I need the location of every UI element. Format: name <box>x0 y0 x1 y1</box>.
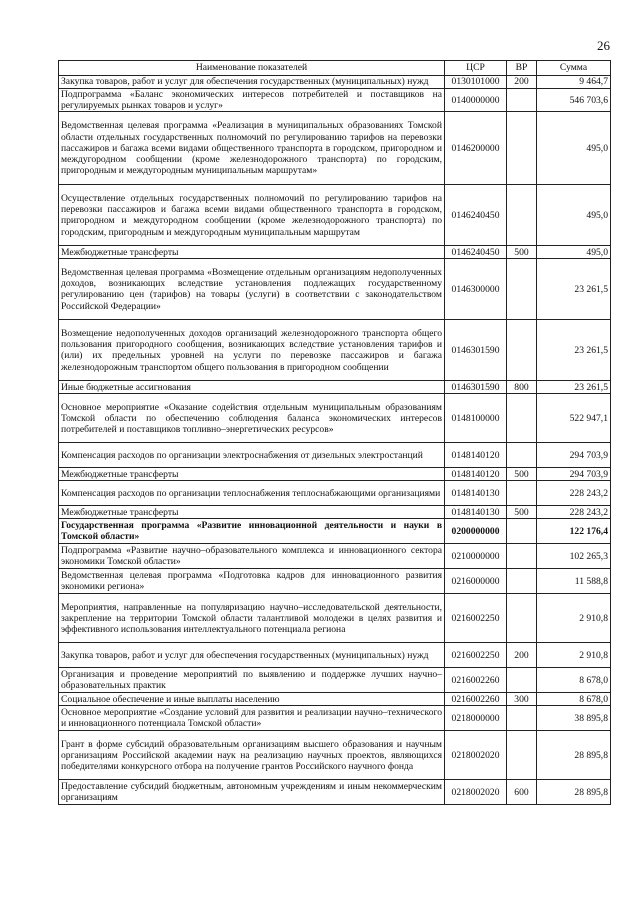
row-vr-cell: 800 <box>507 381 537 394</box>
table-row <box>59 259 611 320</box>
row-vr-cell <box>507 443 537 468</box>
table-row <box>59 185 611 246</box>
row-csr-cell: 0148140120 <box>445 443 507 468</box>
row-name-cell: Основное мероприятие «Создание условий для развития и реализации научно–технического и инновационного потенциала Томской области» <box>59 706 445 731</box>
row-name-cell: Мероприятия, направленные на популяризацию научно–исследовательской деятельности, закрепление на территории Томской области талантливой молодежи в целях развития и эффективного использования интеллектуального потенциала региона <box>59 594 445 643</box>
table-row <box>59 112 611 185</box>
row-vr-cell <box>507 731 537 780</box>
row-name-cell: Подпрограмма «Баланс экономических интересов потребителей и поставщиков на регулируемых рынках товаров и услуг» <box>59 89 445 112</box>
budget-table <box>58 60 611 805</box>
table-row <box>59 668 611 693</box>
row-csr-cell: 0200000000 <box>445 519 507 544</box>
row-sum-cell: 495,0 <box>537 246 611 259</box>
row-sum-cell: 9 464,7 <box>537 76 611 89</box>
row-csr-cell: 0146200000 <box>445 112 507 185</box>
row-vr-cell <box>507 259 537 320</box>
row-name-cell: Ведомственная целевая программа «Возмещение отдельным организациям недополученных доходов, возникающих вследствие установления подлежащих государственному регулированию цен (тарифов) на товары (услуги) в соответствии с законодательством Российской Федерации» <box>59 259 445 320</box>
table-row <box>59 519 611 544</box>
row-name-cell: Подпрограмма «Развитие научно–образовательного комплекса и инновационного сектора экономики Томской области» <box>59 544 445 569</box>
row-name-cell: Компенсация расходов по организации теплоснабжения теплоснабжающими организациями <box>59 481 445 506</box>
row-csr-cell: 0216000000 <box>445 569 507 594</box>
row-sum-cell: 28 895,8 <box>537 780 611 805</box>
table-row <box>59 569 611 594</box>
table-row <box>59 706 611 731</box>
row-vr-cell <box>507 185 537 246</box>
row-sum-cell: 122 176,4 <box>537 519 611 544</box>
row-name-cell: Ведомственная целевая программа «Реализация в муниципальных образованиях Томской области отдельных государственных полномочий по регулированию тарифов на перевозки пассажиров и багажа всеми видами общественного транспорта в городском, пригородном и междугородном сообщении (кроме железнодорожного транспорта) по городским, пригородным и междугородным муниципальным маршрутам» <box>59 112 445 185</box>
row-csr-cell: 0218002020 <box>445 731 507 780</box>
row-sum-cell: 522 947,1 <box>537 394 611 443</box>
row-vr-cell <box>507 706 537 731</box>
header-csr: ЦСР <box>445 61 507 76</box>
table-row <box>59 468 611 481</box>
row-csr-cell: 0146301590 <box>445 320 507 381</box>
row-name-cell: Компенсация расходов по организации электроснабжения от дизельных электростанций <box>59 443 445 468</box>
row-sum-cell: 23 261,5 <box>537 381 611 394</box>
row-sum-cell: 2 910,8 <box>537 594 611 643</box>
row-csr-cell: 0146300000 <box>445 259 507 320</box>
row-name-cell: Закупка товаров, работ и услуг для обеспечения государственных (муниципальных) нужд <box>59 643 445 668</box>
row-sum-cell: 23 261,5 <box>537 320 611 381</box>
row-vr-cell: 200 <box>507 76 537 89</box>
row-sum-cell: 11 588,8 <box>537 569 611 594</box>
table-row <box>59 246 611 259</box>
row-vr-cell <box>507 594 537 643</box>
row-vr-cell: 300 <box>507 693 537 706</box>
table-row <box>59 731 611 780</box>
row-vr-cell <box>507 394 537 443</box>
page-number: 26 <box>597 38 610 53</box>
row-csr-cell: 0218000000 <box>445 706 507 731</box>
row-csr-cell: 0148100000 <box>445 394 507 443</box>
row-sum-cell: 495,0 <box>537 185 611 246</box>
table-header-row <box>59 61 611 76</box>
row-csr-cell: 0130101000 <box>445 76 507 89</box>
row-vr-cell: 500 <box>507 468 537 481</box>
row-csr-cell: 0218002020 <box>445 780 507 805</box>
row-sum-cell: 102 265,3 <box>537 544 611 569</box>
table-row <box>59 506 611 519</box>
row-name-cell: Ведомственная целевая программа «Подготовка кадров для инновационного развития экономики региона» <box>59 569 445 594</box>
row-csr-cell: 0216002250 <box>445 594 507 643</box>
row-csr-cell: 0148140130 <box>445 481 507 506</box>
row-sum-cell: 294 703,9 <box>537 468 611 481</box>
row-vr-cell <box>507 89 537 112</box>
row-csr-cell: 0216002260 <box>445 693 507 706</box>
row-csr-cell: 0146240450 <box>445 185 507 246</box>
row-vr-cell <box>507 519 537 544</box>
row-vr-cell <box>507 320 537 381</box>
row-csr-cell: 0148140130 <box>445 506 507 519</box>
row-name-cell: Межбюджетные трансферты <box>59 506 445 519</box>
row-name-cell: Закупка товаров, работ и услуг для обеспечения государственных (муниципальных) нужд <box>59 76 445 89</box>
row-csr-cell: 0210000000 <box>445 544 507 569</box>
row-vr-cell: 200 <box>507 643 537 668</box>
table-row <box>59 394 611 443</box>
header-sum: Сумма <box>537 61 611 76</box>
row-sum-cell: 28 895,8 <box>537 731 611 780</box>
table-row <box>59 481 611 506</box>
table-row <box>59 780 611 805</box>
row-vr-cell: 500 <box>507 506 537 519</box>
row-name-cell: Осуществление отдельных государственных полномочий по регулированию тарифов на перевозки пассажиров и багажа всеми видами общественного транспорта в городском, пригородном и междугородном сообщении (кроме железнодорожного транспорта) по городским, пригородным и междугородным муниципальным маршрутам <box>59 185 445 246</box>
row-sum-cell: 8 678,0 <box>537 693 611 706</box>
row-name-cell: Иные бюджетные ассигнования <box>59 381 445 394</box>
row-csr-cell: 0216002250 <box>445 643 507 668</box>
row-sum-cell: 8 678,0 <box>537 668 611 693</box>
row-name-cell: Грант в форме субсидий образовательным организациям высшего образования и научным организациям Российской академии наук на реализацию научных проектов, являющихся победителями конкурсного отбора на получение грантов Российского научного фонда <box>59 731 445 780</box>
table-row <box>59 594 611 643</box>
table-row <box>59 320 611 381</box>
row-csr-cell: 0216002260 <box>445 668 507 693</box>
row-name-cell: Межбюджетные трансферты <box>59 246 445 259</box>
row-sum-cell: 2 910,8 <box>537 643 611 668</box>
row-vr-cell <box>507 481 537 506</box>
row-name-cell: Предоставление субсидий бюджетным, автономным учреждениям и иным некоммерческим организациям <box>59 780 445 805</box>
row-csr-cell: 0146301590 <box>445 381 507 394</box>
table-row <box>59 89 611 112</box>
row-sum-cell: 546 703,6 <box>537 89 611 112</box>
row-vr-cell <box>507 668 537 693</box>
row-vr-cell: 600 <box>507 780 537 805</box>
row-name-cell: Основное мероприятие «Оказание содействия отдельным муниципальным образованиям Томской области по обеспечению соблюдения баланса экономических интересов потребителей и поставщиков топливно–энергетических ресурсов» <box>59 394 445 443</box>
row-csr-cell: 0140000000 <box>445 89 507 112</box>
table-row <box>59 643 611 668</box>
header-name: Наименование показателей <box>59 61 445 76</box>
table-row <box>59 443 611 468</box>
row-vr-cell: 500 <box>507 246 537 259</box>
table-row <box>59 381 611 394</box>
table-row <box>59 76 611 89</box>
row-sum-cell: 294 703,9 <box>537 443 611 468</box>
row-sum-cell: 23 261,5 <box>537 259 611 320</box>
row-vr-cell <box>507 112 537 185</box>
row-name-cell: Социальное обеспечение и иные выплаты населению <box>59 693 445 706</box>
row-sum-cell: 228 243,2 <box>537 481 611 506</box>
row-csr-cell: 0146240450 <box>445 246 507 259</box>
row-name-cell: Межбюджетные трансферты <box>59 468 445 481</box>
row-name-cell: Возмещение недополученных доходов организаций железнодорожного транспорта общего пользования пригородного сообщения, возникающих вследствие установления тарифов и (или) их предельных уровней на услуги по перевозке пассажиров и багажа железнодорожным транспортом общего пользования в пригородном сообщении <box>59 320 445 381</box>
budget-table-body <box>59 76 611 805</box>
table-row <box>59 544 611 569</box>
row-vr-cell <box>507 569 537 594</box>
row-name-cell: Государственная программа «Развитие инновационной деятельности и науки в Томской области» <box>59 519 445 544</box>
row-sum-cell: 38 895,8 <box>537 706 611 731</box>
row-csr-cell: 0148140120 <box>445 468 507 481</box>
row-name-cell: Организация и проведение мероприятий по выявлению и поддержке лучших научно–образовательных практик <box>59 668 445 693</box>
row-sum-cell: 495,0 <box>537 112 611 185</box>
header-vr: ВР <box>507 61 537 76</box>
row-vr-cell <box>507 544 537 569</box>
row-sum-cell: 228 243,2 <box>537 506 611 519</box>
table-row <box>59 693 611 706</box>
